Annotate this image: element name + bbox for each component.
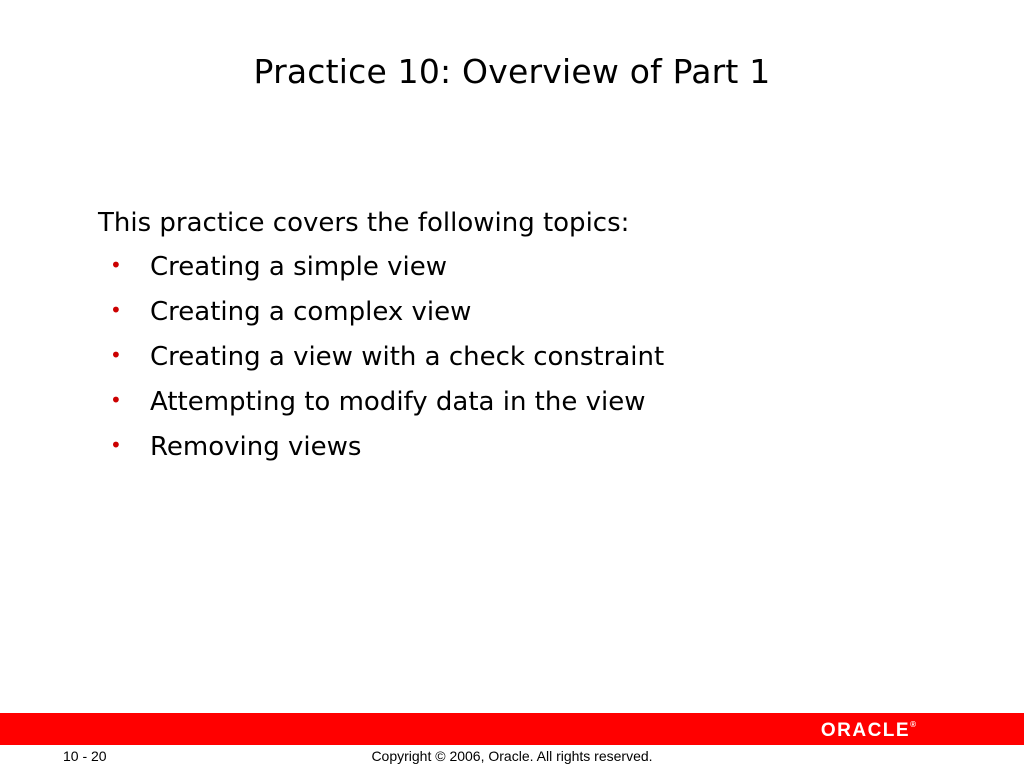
- topic-text: Removing views: [150, 432, 362, 462]
- bullet-icon: •: [110, 388, 122, 412]
- slide-title: Practice 10: Overview of Part 1: [253, 52, 771, 91]
- bullet-icon: •: [110, 253, 122, 277]
- topic-text: Creating a view with a check constraint: [150, 342, 665, 372]
- page-number: 10 - 20: [63, 748, 107, 764]
- topic-text: Attempting to modify data in the view: [150, 387, 646, 417]
- bullet-icon: •: [110, 298, 122, 322]
- copyright-text: Copyright © 2006, Oracle. All rights reserved.: [371, 748, 653, 764]
- oracle-logo-text: ORACLE: [820, 720, 911, 741]
- registered-mark-icon: ®: [910, 720, 916, 729]
- intro-text: This practice covers the following topics:: [98, 208, 630, 238]
- topic-item: [110, 387, 664, 432]
- topic-list: [110, 252, 664, 477]
- footer-bar: [0, 713, 1024, 745]
- topic-text: Creating a complex view: [150, 297, 472, 327]
- topic-text: Creating a simple view: [150, 252, 448, 282]
- topic-item: [110, 297, 664, 342]
- topic-item: [110, 342, 664, 387]
- oracle-logo: [821, 720, 916, 742]
- bullet-icon: •: [110, 343, 122, 367]
- bullet-icon: •: [110, 433, 122, 457]
- topic-item: [110, 252, 664, 297]
- topic-item: [110, 432, 664, 477]
